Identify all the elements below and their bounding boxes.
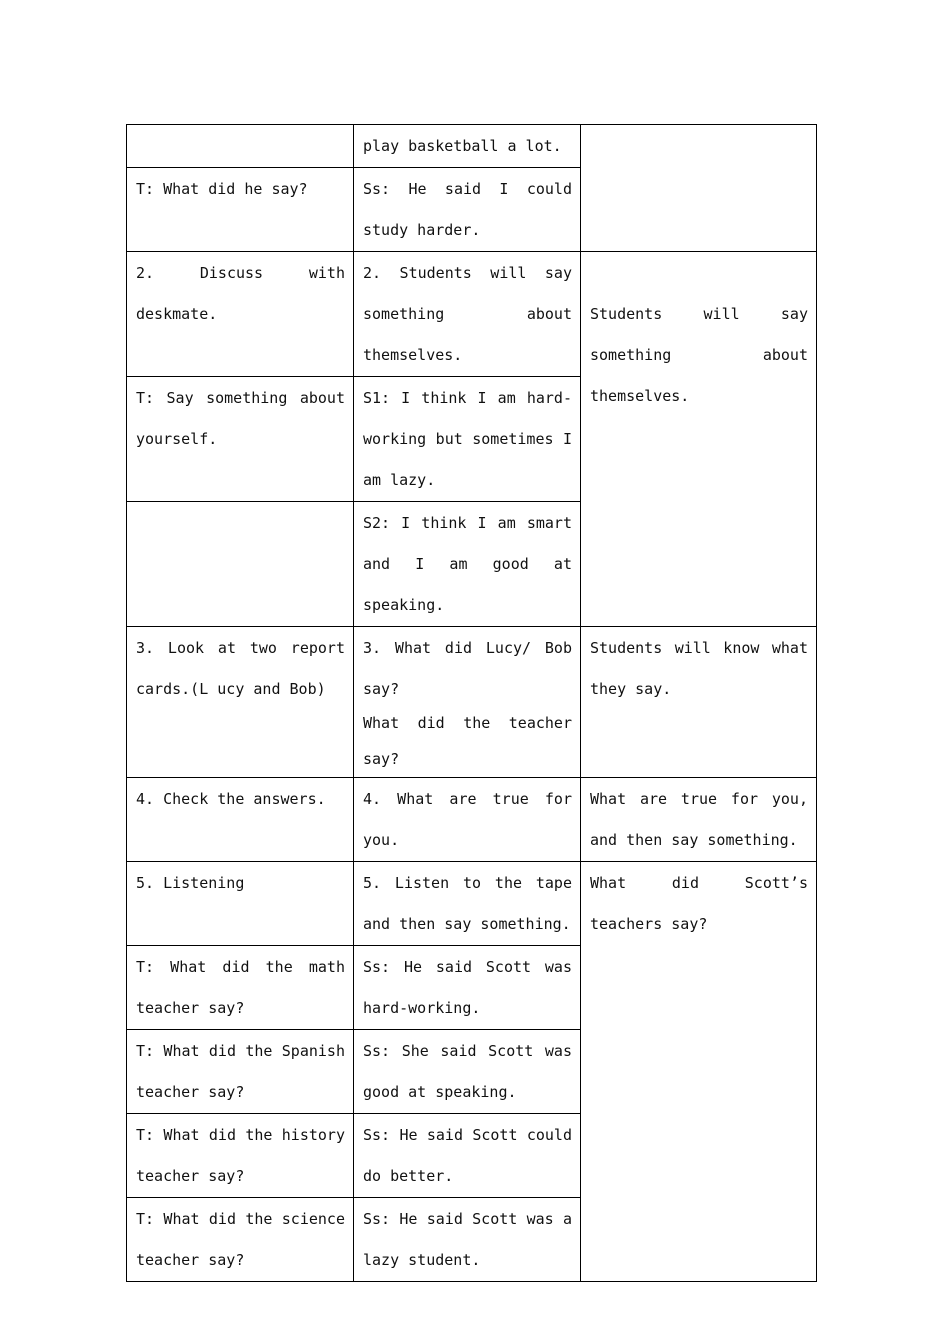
cell-student: play basketball a lot. bbox=[354, 125, 581, 168]
cell-teacher bbox=[127, 125, 354, 168]
cell-teacher: 2. Discuss with deskmate. bbox=[127, 252, 354, 377]
table-row bbox=[127, 778, 817, 862]
cell-student: 4. What are true for you. bbox=[354, 778, 581, 862]
cell-student: S1: I think I am hard-working but sometimes I am lazy. bbox=[354, 377, 581, 502]
cell-purpose: Students will know what they say. bbox=[581, 627, 817, 778]
table-row bbox=[127, 125, 817, 168]
cell-teacher: 5. Listening bbox=[127, 862, 354, 946]
cell-purpose: What did Scott’s teachers say? bbox=[581, 862, 817, 1282]
cell-purpose: Students will say something about themselves. bbox=[581, 252, 817, 627]
cell-student: Ss: She said Scott was good at speaking. bbox=[354, 1030, 581, 1114]
cell-student: Ss: He said Scott was a lazy student. bbox=[354, 1198, 581, 1282]
lesson-plan-table bbox=[126, 124, 817, 1282]
cell-student: 5. Listen to the tape and then say something. bbox=[354, 862, 581, 946]
cell-teacher bbox=[127, 502, 354, 627]
cell-student: Ss: He said Scott was hard-working. bbox=[354, 946, 581, 1030]
cell-teacher: T: Say something about yourself. bbox=[127, 377, 354, 502]
cell-teacher: T: What did the history teacher say? bbox=[127, 1114, 354, 1198]
cell-purpose: What are true for you, and then say something. bbox=[581, 778, 817, 862]
cell-purpose bbox=[581, 125, 817, 252]
cell-teacher: T: What did he say? bbox=[127, 168, 354, 252]
cell-student: S2: I think I am smart and I am good at speaking. bbox=[354, 502, 581, 627]
cell-teacher: T: What did the Spanish teacher say? bbox=[127, 1030, 354, 1114]
table-row bbox=[127, 862, 817, 946]
cell-student: 3. What did Lucy/ Bob say? What did the teacher say? bbox=[354, 627, 581, 778]
table-row bbox=[127, 252, 817, 377]
cell-teacher: 4. Check the answers. bbox=[127, 778, 354, 862]
cell-student: 2. Students will say something about themselves. bbox=[354, 252, 581, 377]
table-row bbox=[127, 627, 817, 778]
cell-student: Ss: He said I could study harder. bbox=[354, 168, 581, 252]
cell-teacher: T: What did the science teacher say? bbox=[127, 1198, 354, 1282]
cell-teacher: T: What did the math teacher say? bbox=[127, 946, 354, 1030]
cell-teacher: 3. Look at two report cards.(L ucy and Bob) bbox=[127, 627, 354, 778]
cell-student: Ss: He said Scott could do better. bbox=[354, 1114, 581, 1198]
